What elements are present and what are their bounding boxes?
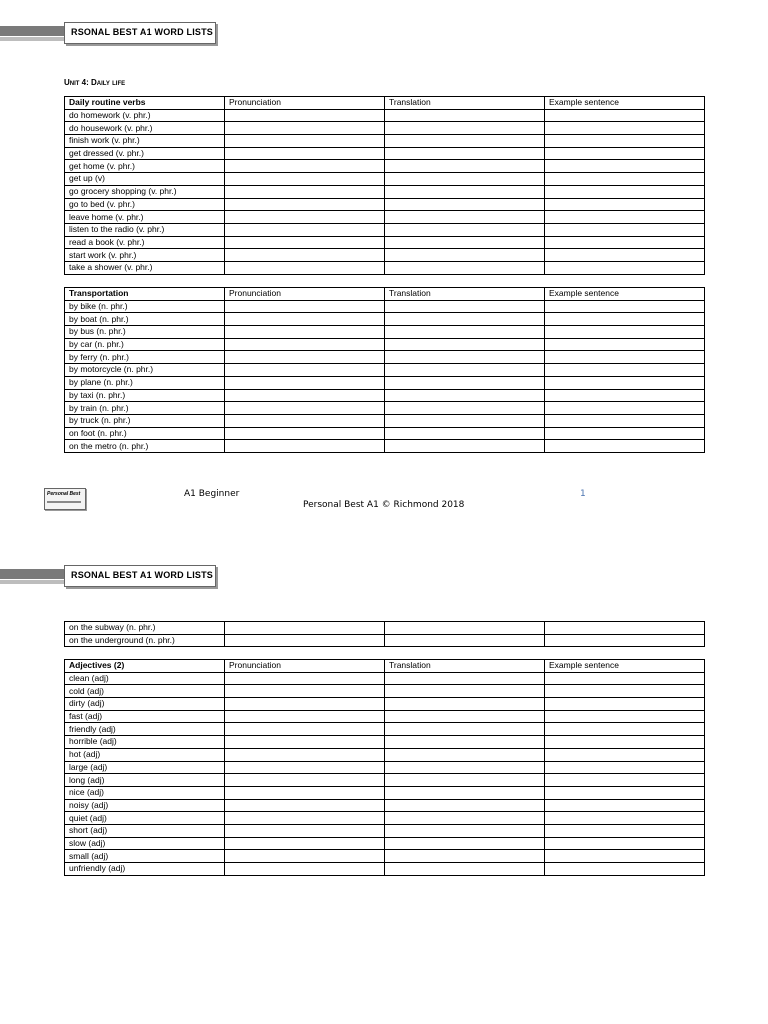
- translation-cell[interactable]: [385, 736, 545, 749]
- pronunciation-cell[interactable]: [225, 300, 385, 313]
- table-row: [65, 160, 705, 173]
- translation-cell[interactable]: [385, 698, 545, 711]
- example-sentence-cell[interactable]: [545, 837, 705, 850]
- example-sentence-cell[interactable]: [545, 313, 705, 326]
- pronunciation-cell[interactable]: [225, 799, 385, 812]
- pronunciation-cell[interactable]: [225, 122, 385, 135]
- pronunciation-cell[interactable]: [225, 850, 385, 863]
- header-title: RSONAL BEST A1 WORD LISTS: [71, 570, 214, 580]
- word-cell: listen to the radio (v. phr.): [65, 223, 225, 236]
- word-cell: on the metro (n. phr.): [65, 440, 225, 453]
- example-sentence-cell[interactable]: [545, 748, 705, 761]
- example-sentence-cell[interactable]: [545, 135, 705, 148]
- table-row: [65, 622, 705, 635]
- word-cell: large (adj): [65, 761, 225, 774]
- table-row: [65, 223, 705, 236]
- example-sentence-cell[interactable]: [545, 698, 705, 711]
- pronunciation-cell[interactable]: [225, 326, 385, 339]
- column-header: Pronunciation: [225, 660, 385, 673]
- table-row: [65, 786, 705, 799]
- pronunciation-cell[interactable]: [225, 440, 385, 453]
- translation-cell[interactable]: [385, 160, 545, 173]
- example-sentence-cell[interactable]: [545, 109, 705, 122]
- pronunciation-cell[interactable]: [225, 761, 385, 774]
- example-sentence-cell[interactable]: [545, 338, 705, 351]
- table-row: [65, 198, 705, 211]
- example-sentence-cell[interactable]: [545, 723, 705, 736]
- pronunciation-cell[interactable]: [225, 173, 385, 186]
- column-header: Transportation: [65, 288, 225, 301]
- translation-cell[interactable]: [385, 723, 545, 736]
- table-row: [65, 122, 705, 135]
- translation-cell[interactable]: [385, 261, 545, 274]
- example-sentence-cell[interactable]: [545, 147, 705, 160]
- table-row: [65, 440, 705, 453]
- word-cell: go to bed (v. phr.): [65, 198, 225, 211]
- translation-cell[interactable]: [385, 376, 545, 389]
- column-header: Translation: [385, 97, 545, 110]
- word-cell: quiet (adj): [65, 812, 225, 825]
- pronunciation-cell[interactable]: [225, 723, 385, 736]
- table-row: [65, 736, 705, 749]
- example-sentence-cell[interactable]: [545, 440, 705, 453]
- table-row: [65, 710, 705, 723]
- table-row: [65, 300, 705, 313]
- header-box: [64, 565, 216, 587]
- translation-cell[interactable]: [385, 672, 545, 685]
- table-row: [65, 376, 705, 389]
- table-row: [65, 748, 705, 761]
- translation-cell[interactable]: [385, 799, 545, 812]
- table-row: [65, 211, 705, 224]
- header-title: RSONAL BEST A1 WORD LISTS: [71, 27, 214, 37]
- word-cell: noisy (adj): [65, 799, 225, 812]
- table-row: [65, 185, 705, 198]
- translation-cell[interactable]: [385, 389, 545, 402]
- pronunciation-cell[interactable]: [225, 185, 385, 198]
- word-cell: get home (v. phr.): [65, 160, 225, 173]
- word-cell: finish work (v. phr.): [65, 135, 225, 148]
- word-cell: take a shower (v. phr.): [65, 261, 225, 274]
- table-row: [65, 135, 705, 148]
- translation-cell[interactable]: [385, 300, 545, 313]
- footer-level: A1 Beginner: [184, 489, 240, 499]
- example-sentence-cell[interactable]: [545, 236, 705, 249]
- example-sentence-cell[interactable]: [545, 736, 705, 749]
- word-cell: by boat (n. phr.): [65, 313, 225, 326]
- example-sentence-cell[interactable]: [545, 812, 705, 825]
- pronunciation-cell[interactable]: [225, 402, 385, 415]
- table-row: [65, 427, 705, 440]
- pronunciation-cell[interactable]: [225, 351, 385, 364]
- translation-cell[interactable]: [385, 211, 545, 224]
- example-sentence-cell[interactable]: [545, 414, 705, 427]
- table-row: [65, 850, 705, 863]
- table-row: [65, 249, 705, 262]
- example-sentence-cell[interactable]: [545, 427, 705, 440]
- example-sentence-cell[interactable]: [545, 402, 705, 415]
- table-row: [65, 351, 705, 364]
- example-sentence-cell[interactable]: [545, 634, 705, 647]
- translation-cell[interactable]: [385, 440, 545, 453]
- word-cell: on foot (n. phr.): [65, 427, 225, 440]
- table-row: [65, 761, 705, 774]
- translation-cell[interactable]: [385, 685, 545, 698]
- example-sentence-cell[interactable]: [545, 249, 705, 262]
- pronunciation-cell[interactable]: [225, 812, 385, 825]
- translation-cell[interactable]: [385, 786, 545, 799]
- table-row: [65, 338, 705, 351]
- transportation-table: [64, 287, 705, 453]
- word-cell: fast (adj): [65, 710, 225, 723]
- pronunciation-cell[interactable]: [225, 427, 385, 440]
- table-row: [65, 812, 705, 825]
- column-header: Example sentence: [545, 288, 705, 301]
- pronunciation-cell[interactable]: [225, 249, 385, 262]
- translation-cell[interactable]: [385, 223, 545, 236]
- word-cell: by motorcycle (n. phr.): [65, 364, 225, 377]
- example-sentence-cell[interactable]: [545, 261, 705, 274]
- word-cell: by train (n. phr.): [65, 402, 225, 415]
- table-row: [65, 698, 705, 711]
- translation-cell[interactable]: [385, 313, 545, 326]
- translation-cell[interactable]: [385, 173, 545, 186]
- word-cell: by taxi (n. phr.): [65, 389, 225, 402]
- table-header-row: [65, 288, 705, 301]
- translation-cell[interactable]: [385, 351, 545, 364]
- word-cell: hot (adj): [65, 748, 225, 761]
- table-row: [65, 824, 705, 837]
- page2-header: [0, 565, 216, 587]
- adjectives-table: [64, 659, 705, 876]
- table-row: [65, 109, 705, 122]
- table-row: [65, 774, 705, 787]
- table-row: [65, 313, 705, 326]
- word-cell: on the subway (n. phr.): [65, 622, 225, 635]
- transportation-continued-table: [64, 621, 705, 647]
- footer-copyright: Personal Best A1 © Richmond 2018: [303, 500, 465, 510]
- table-row: [65, 261, 705, 274]
- translation-cell[interactable]: [385, 109, 545, 122]
- example-sentence-cell[interactable]: [545, 211, 705, 224]
- example-sentence-cell[interactable]: [545, 774, 705, 787]
- example-sentence-cell[interactable]: [545, 799, 705, 812]
- example-sentence-cell[interactable]: [545, 300, 705, 313]
- word-cell: unfriendly (adj): [65, 863, 225, 876]
- table-row: [65, 863, 705, 876]
- personal-best-logo: [44, 488, 86, 510]
- word-cell: by car (n. phr.): [65, 338, 225, 351]
- word-cell: start work (v. phr.): [65, 249, 225, 262]
- example-sentence-cell[interactable]: [545, 351, 705, 364]
- table-row: [65, 364, 705, 377]
- column-header: Translation: [385, 660, 545, 673]
- word-cell: cold (adj): [65, 685, 225, 698]
- translation-cell[interactable]: [385, 863, 545, 876]
- word-cell: small (adj): [65, 850, 225, 863]
- pronunciation-cell[interactable]: [225, 698, 385, 711]
- example-sentence-cell[interactable]: [545, 622, 705, 635]
- translation-cell[interactable]: [385, 338, 545, 351]
- pronunciation-cell[interactable]: [225, 786, 385, 799]
- pronunciation-cell[interactable]: [225, 622, 385, 635]
- pronunciation-cell[interactable]: [225, 313, 385, 326]
- pronunciation-cell[interactable]: [225, 364, 385, 377]
- translation-cell[interactable]: [385, 402, 545, 415]
- example-sentence-cell[interactable]: [545, 761, 705, 774]
- pronunciation-cell[interactable]: [225, 736, 385, 749]
- page1-header: [0, 22, 216, 44]
- column-header: Example sentence: [545, 660, 705, 673]
- pronunciation-cell[interactable]: [225, 338, 385, 351]
- footer-page-number: 1: [580, 489, 586, 499]
- logo-line: [47, 501, 81, 503]
- pronunciation-cell[interactable]: [225, 685, 385, 698]
- translation-cell[interactable]: [385, 198, 545, 211]
- translation-cell[interactable]: [385, 748, 545, 761]
- example-sentence-cell[interactable]: [545, 710, 705, 723]
- word-cell: do housework (v. phr.): [65, 122, 225, 135]
- example-sentence-cell[interactable]: [545, 850, 705, 863]
- pronunciation-cell[interactable]: [225, 109, 385, 122]
- translation-cell[interactable]: [385, 414, 545, 427]
- translation-cell[interactable]: [385, 122, 545, 135]
- translation-cell[interactable]: [385, 634, 545, 647]
- pronunciation-cell[interactable]: [225, 824, 385, 837]
- word-cell: dirty (adj): [65, 698, 225, 711]
- word-cell: get up (v): [65, 173, 225, 186]
- table-row: [65, 799, 705, 812]
- pronunciation-cell[interactable]: [225, 774, 385, 787]
- unit-title: Unit 4: Daily life: [64, 78, 126, 87]
- table-header-row: [65, 660, 705, 673]
- word-cell: friendly (adj): [65, 723, 225, 736]
- word-cell: by bike (n. phr.): [65, 300, 225, 313]
- pronunciation-cell[interactable]: [225, 710, 385, 723]
- translation-cell[interactable]: [385, 812, 545, 825]
- translation-cell[interactable]: [385, 249, 545, 262]
- translation-cell[interactable]: [385, 427, 545, 440]
- word-cell: nice (adj): [65, 786, 225, 799]
- example-sentence-cell[interactable]: [545, 160, 705, 173]
- word-cell: by truck (n. phr.): [65, 414, 225, 427]
- word-cell: get dressed (v. phr.): [65, 147, 225, 160]
- pronunciation-cell[interactable]: [225, 236, 385, 249]
- example-sentence-cell[interactable]: [545, 185, 705, 198]
- table-row: [65, 389, 705, 402]
- table-row: [65, 414, 705, 427]
- word-cell: on the underground (n. phr.): [65, 634, 225, 647]
- example-sentence-cell[interactable]: [545, 389, 705, 402]
- word-cell: go grocery shopping (v. phr.): [65, 185, 225, 198]
- word-cell: short (adj): [65, 824, 225, 837]
- word-cell: read a book (v. phr.): [65, 236, 225, 249]
- pronunciation-cell[interactable]: [225, 376, 385, 389]
- column-header: Adjectives (2): [65, 660, 225, 673]
- word-cell: horrible (adj): [65, 736, 225, 749]
- translation-cell[interactable]: [385, 761, 545, 774]
- translation-cell[interactable]: [385, 850, 545, 863]
- column-header: Example sentence: [545, 97, 705, 110]
- pronunciation-cell[interactable]: [225, 160, 385, 173]
- word-cell: by plane (n. phr.): [65, 376, 225, 389]
- example-sentence-cell[interactable]: [545, 173, 705, 186]
- translation-cell[interactable]: [385, 135, 545, 148]
- table-row: [65, 402, 705, 415]
- pronunciation-cell[interactable]: [225, 389, 385, 402]
- pronunciation-cell[interactable]: [225, 672, 385, 685]
- example-sentence-cell[interactable]: [545, 376, 705, 389]
- translation-cell[interactable]: [385, 774, 545, 787]
- example-sentence-cell[interactable]: [545, 672, 705, 685]
- pronunciation-cell[interactable]: [225, 863, 385, 876]
- pronunciation-cell[interactable]: [225, 261, 385, 274]
- word-cell: by bus (n. phr.): [65, 326, 225, 339]
- pronunciation-cell[interactable]: [225, 634, 385, 647]
- example-sentence-cell[interactable]: [545, 326, 705, 339]
- logo-text: Personal Best: [47, 491, 81, 497]
- column-header: Pronunciation: [225, 288, 385, 301]
- translation-cell[interactable]: [385, 326, 545, 339]
- word-cell: leave home (v. phr.): [65, 211, 225, 224]
- pronunciation-cell[interactable]: [225, 135, 385, 148]
- translation-cell[interactable]: [385, 824, 545, 837]
- table-row: [65, 326, 705, 339]
- example-sentence-cell[interactable]: [545, 786, 705, 799]
- example-sentence-cell[interactable]: [545, 122, 705, 135]
- header-box: [64, 22, 216, 44]
- translation-cell[interactable]: [385, 364, 545, 377]
- translation-cell[interactable]: [385, 147, 545, 160]
- word-cell: slow (adj): [65, 837, 225, 850]
- translation-cell[interactable]: [385, 236, 545, 249]
- pronunciation-cell[interactable]: [225, 837, 385, 850]
- table-row: [65, 236, 705, 249]
- example-sentence-cell[interactable]: [545, 824, 705, 837]
- column-header: Daily routine verbs: [65, 97, 225, 110]
- table-row: [65, 672, 705, 685]
- translation-cell[interactable]: [385, 710, 545, 723]
- table-row: [65, 634, 705, 647]
- pronunciation-cell[interactable]: [225, 414, 385, 427]
- translation-cell[interactable]: [385, 837, 545, 850]
- pronunciation-cell[interactable]: [225, 147, 385, 160]
- translation-cell[interactable]: [385, 185, 545, 198]
- pronunciation-cell[interactable]: [225, 748, 385, 761]
- word-cell: clean (adj): [65, 672, 225, 685]
- table-row: [65, 723, 705, 736]
- column-header: Translation: [385, 288, 545, 301]
- translation-cell[interactable]: [385, 622, 545, 635]
- table-header-row: [65, 97, 705, 110]
- table-row: [65, 685, 705, 698]
- table-row: [65, 173, 705, 186]
- table-row: [65, 837, 705, 850]
- example-sentence-cell[interactable]: [545, 364, 705, 377]
- pronunciation-cell[interactable]: [225, 211, 385, 224]
- table-row: [65, 147, 705, 160]
- word-cell: long (adj): [65, 774, 225, 787]
- pronunciation-cell[interactable]: [225, 198, 385, 211]
- example-sentence-cell[interactable]: [545, 223, 705, 236]
- daily-routine-table: [64, 96, 705, 275]
- word-cell: by ferry (n. phr.): [65, 351, 225, 364]
- example-sentence-cell[interactable]: [545, 685, 705, 698]
- word-cell: do homework (v. phr.): [65, 109, 225, 122]
- example-sentence-cell[interactable]: [545, 198, 705, 211]
- column-header: Pronunciation: [225, 97, 385, 110]
- example-sentence-cell[interactable]: [545, 863, 705, 876]
- pronunciation-cell[interactable]: [225, 223, 385, 236]
